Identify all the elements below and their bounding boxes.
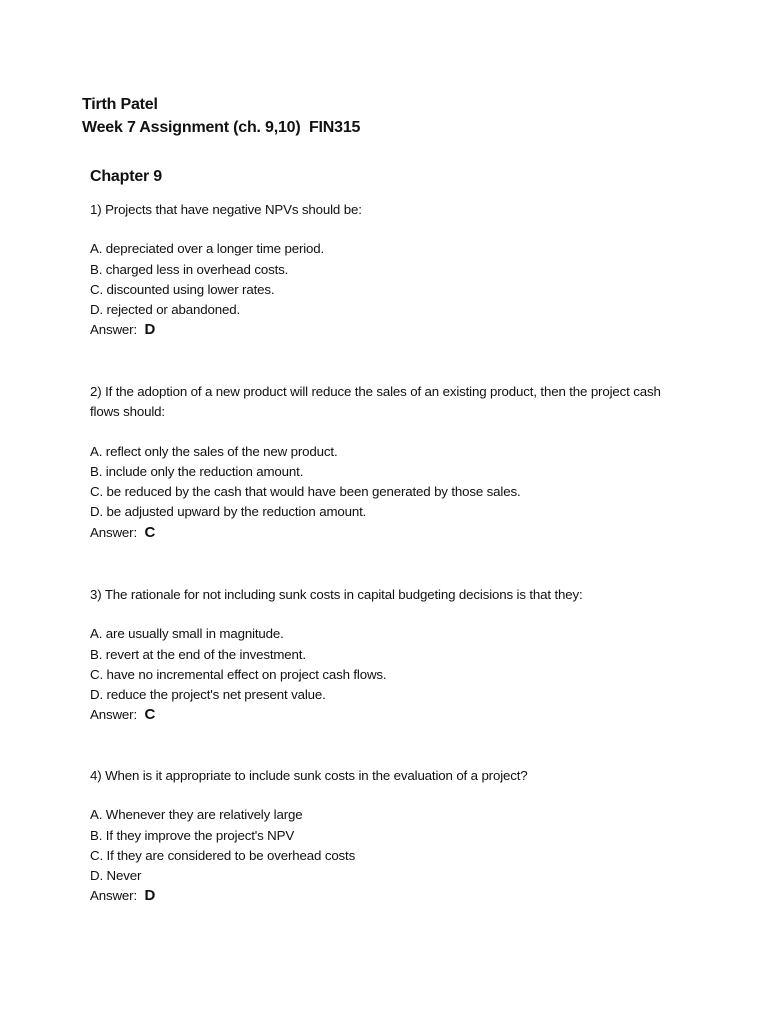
assignment-title: Week 7 Assignment (ch. 9,10) FIN315 (82, 119, 361, 136)
answer-letter: D (144, 887, 156, 905)
option-b: B. If they improve the project's NPV (90, 827, 295, 843)
question-4 (90, 766, 690, 907)
answer-line (90, 523, 690, 543)
question-stem: 3) The rationale for not including sunk costs in capital budgeting decisions is that they: (90, 587, 583, 602)
question-stem: 2) If the adoption of a new product will reduce the sales of an existing product, then the project cash flows should: (90, 384, 661, 420)
answer-line (90, 886, 690, 906)
option-a: A. are usually small in magnitude. (90, 626, 284, 642)
question-1 (90, 200, 690, 341)
answer-label: Answer: (90, 707, 137, 723)
answer-letter: C (144, 706, 156, 724)
option-a: A. reflect only the sales of the new product. (90, 443, 338, 459)
student-name: Tirth Patel (82, 96, 158, 113)
option-c: C. If they are considered to be overhead costs (90, 847, 356, 863)
option-c: C. be reduced by the cash that would have been generated by those sales. (90, 484, 521, 500)
chapter-heading: Chapter 9 (90, 168, 162, 185)
option-c: C. have no incremental effect on project cash flows. (90, 666, 387, 682)
answer-label: Answer: (90, 524, 137, 540)
option-b: B. revert at the end of the investment. (90, 646, 306, 662)
option-a: A. Whenever they are relatively large (90, 807, 303, 823)
option-d: D. reduce the project's net present value. (90, 687, 326, 703)
question-3 (90, 585, 690, 726)
option-a: A. depreciated over a longer time period. (90, 241, 325, 257)
question-2 (90, 382, 690, 543)
answer-line (90, 705, 690, 725)
answer-label: Answer: (90, 322, 137, 338)
option-b: B. charged less in overhead costs. (90, 261, 289, 277)
answer-label: Answer: (90, 888, 137, 904)
answer-letter: C (144, 523, 156, 541)
question-stem: 4) When is it appropriate to include sunk costs in the evaluation of a project? (90, 768, 528, 783)
option-d: D. be adjusted upward by the reduction amount. (90, 504, 367, 520)
answer-line (90, 320, 690, 340)
option-d: D. Never (90, 868, 142, 884)
question-stem: 1) Projects that have negative NPVs should be: (90, 202, 362, 217)
answer-letter: D (144, 321, 156, 339)
document-header (82, 93, 360, 139)
option-c: C. discounted using lower rates. (90, 281, 275, 297)
option-d: D. rejected or abandoned. (90, 302, 241, 318)
option-b: B. include only the reduction amount. (90, 463, 304, 479)
